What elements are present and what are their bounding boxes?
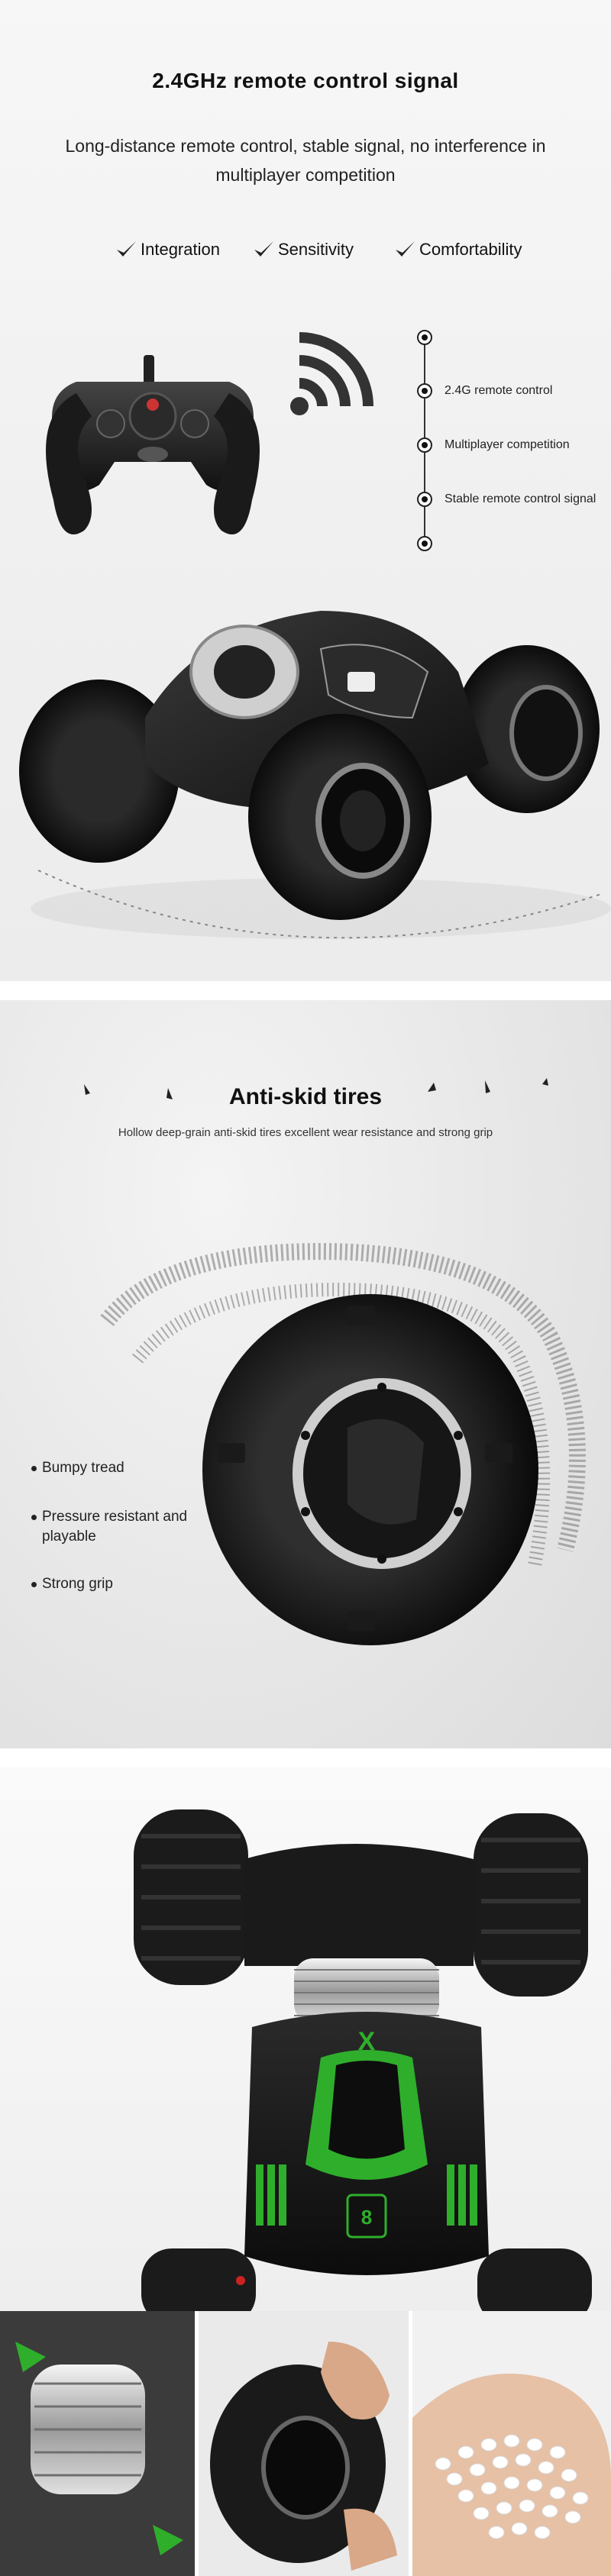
legend-dot — [417, 492, 432, 507]
stunt-car-image — [0, 565, 611, 962]
svg-text:8: 8 — [360, 2206, 373, 2229]
car-roller-detail-image — [0, 2311, 195, 2576]
feature-bullet: Bumpy tread — [42, 1458, 124, 1478]
checkmark-icon — [393, 238, 416, 261]
legend-dot — [417, 383, 432, 399]
tire-hand-detail-image — [199, 2311, 409, 2576]
feature-bullet: Strong grip — [42, 1574, 113, 1594]
checkmark-icon — [252, 238, 275, 261]
car-top-view-image — [0, 1767, 611, 2311]
anti-skid-section — [0, 1000, 611, 1767]
plastic-pellets-image — [412, 2311, 611, 2576]
signal-legend — [412, 328, 611, 550]
section-subtitle: Long-distance remote control, stable signal, no interference in multiplayer competition — [65, 136, 546, 185]
feature-integration: Integration — [115, 238, 220, 261]
remote-controller-image — [31, 347, 275, 561]
svg-text:X: X — [357, 2027, 376, 2056]
section-subtitle: Hollow deep-grain anti-skid tires excellent wear resistance and strong grip — [118, 1126, 493, 1139]
feature-list — [0, 238, 611, 269]
divider — [0, 1748, 611, 1767]
legend-item: 2.4G remote control — [445, 384, 553, 397]
top-view-section — [0, 1767, 611, 2311]
divider — [0, 981, 611, 1000]
feature-bullet: Pressure resistant and playable — [42, 1507, 195, 1547]
legend-dot — [417, 437, 432, 453]
wifi-signal-icon — [283, 321, 374, 435]
debris-decoration — [69, 1069, 558, 1115]
section-title: 2.4GHz remote control signal — [152, 69, 459, 92]
remote-signal-section — [0, 0, 611, 1000]
tire-image — [195, 1290, 546, 1649]
legend-item: Multiplayer competition — [445, 438, 570, 451]
legend-dot — [417, 330, 432, 345]
legend-dot — [417, 536, 432, 551]
section-title: Anti-skid tires — [228, 1084, 383, 1109]
feature-comfortability: Comfortability — [393, 238, 522, 261]
legend-item: Stable remote control signal — [445, 492, 596, 505]
detail-gallery — [0, 2311, 611, 2576]
feature-sensitivity: Sensitivity — [252, 238, 354, 261]
checkmark-icon — [115, 238, 137, 261]
